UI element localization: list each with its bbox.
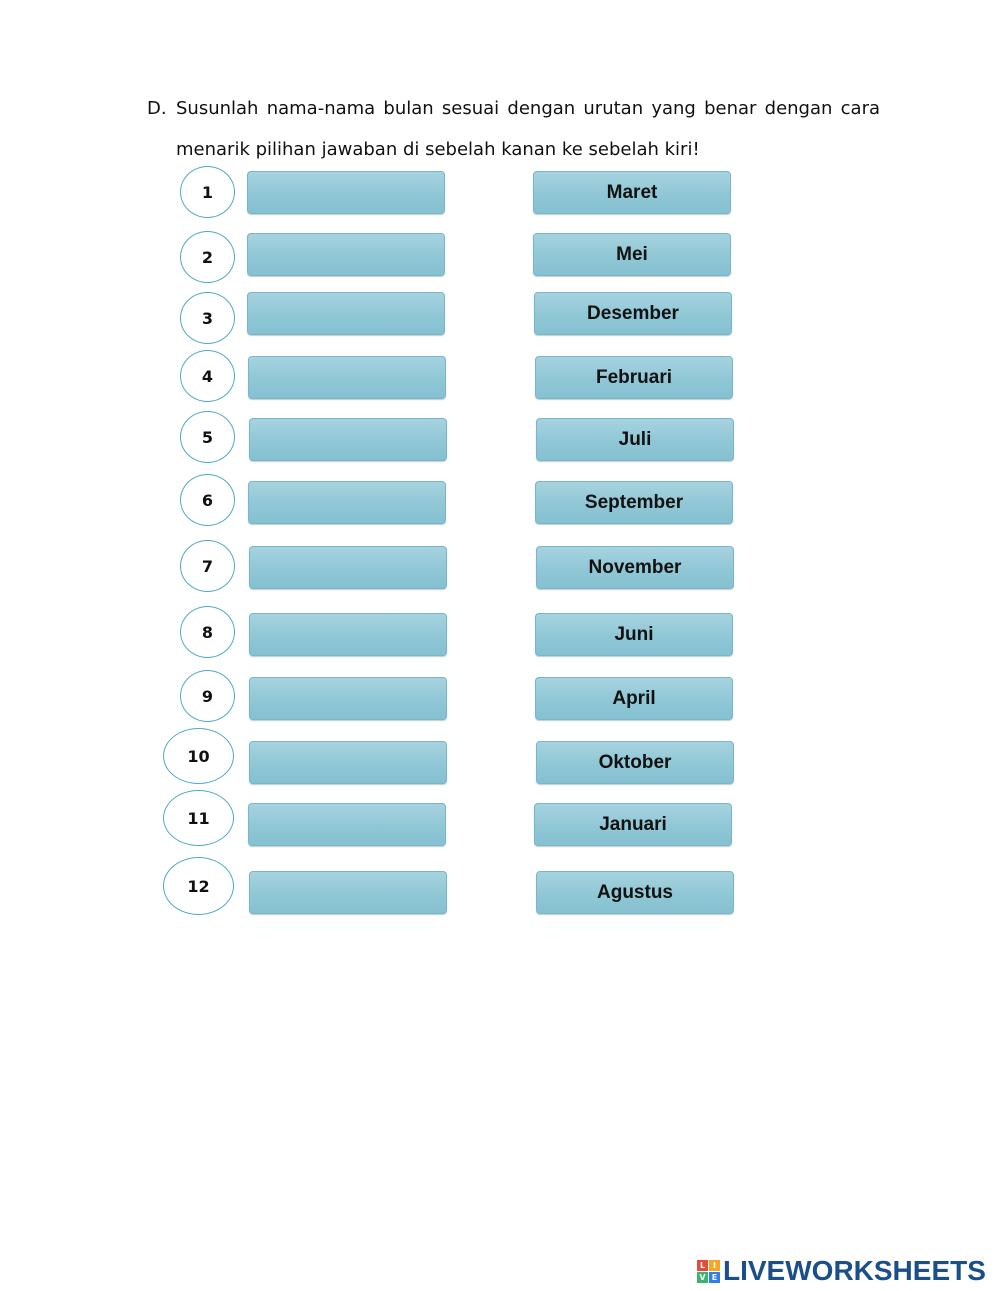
choice-oktober[interactable]: Oktober: [536, 741, 734, 784]
choice-juli[interactable]: Juli: [536, 418, 734, 461]
answer-slot-1[interactable]: [247, 171, 445, 214]
number-circle-12: 12: [163, 857, 234, 915]
logo-wordmark: LIVEWORKSHEETS: [723, 1255, 986, 1286]
answer-slot-5[interactable]: [249, 418, 447, 461]
answer-slot-10[interactable]: [249, 741, 447, 784]
logo-block: L: [697, 1260, 708, 1271]
answer-slot-6[interactable]: [248, 481, 446, 524]
instruction-line-1: Susunlah nama-nama bulan sesuai dengan urutan yang benar dengan cara: [176, 98, 880, 119]
choice-januari[interactable]: Januari: [534, 803, 732, 846]
logo-block: V: [697, 1272, 708, 1283]
choice-agustus[interactable]: Agustus: [536, 871, 734, 914]
choice-februari[interactable]: Februari: [535, 356, 733, 399]
instruction-line-2: menarik pilihan jawaban di sebelah kanan ke sebelah kiri!: [176, 139, 700, 160]
logo-blocks-icon: [697, 1260, 720, 1283]
choice-desember[interactable]: Desember: [534, 292, 732, 335]
question-label: D.: [147, 98, 167, 119]
choice-juni[interactable]: Juni: [535, 613, 733, 656]
number-circle-8: 8: [180, 606, 235, 658]
number-circle-6: 6: [180, 474, 235, 526]
answer-slot-3[interactable]: [247, 292, 445, 335]
number-circle-7: 7: [180, 540, 235, 592]
number-circle-1: 1: [180, 166, 235, 218]
choice-april[interactable]: April: [535, 677, 733, 720]
answer-slot-2[interactable]: [247, 233, 445, 276]
choice-maret[interactable]: Maret: [533, 171, 731, 214]
logo-block: E: [709, 1272, 720, 1283]
choice-mei[interactable]: Mei: [533, 233, 731, 276]
answer-slot-11[interactable]: [248, 803, 446, 846]
choice-november[interactable]: November: [536, 546, 734, 589]
number-circle-2: 2: [180, 231, 235, 283]
answer-slot-12[interactable]: [249, 871, 447, 914]
choice-september[interactable]: September: [535, 481, 733, 524]
liveworksheets-logo: [697, 1254, 986, 1288]
logo-block: I: [709, 1260, 720, 1271]
answer-slot-4[interactable]: [248, 356, 446, 399]
number-circle-11: 11: [163, 790, 234, 846]
answer-slot-9[interactable]: [249, 677, 447, 720]
answer-slot-7[interactable]: [249, 546, 447, 589]
number-circle-5: 5: [180, 411, 235, 463]
instruction: [147, 88, 880, 170]
number-circle-3: 3: [180, 292, 235, 344]
number-circle-10: 10: [163, 728, 234, 784]
number-circle-9: 9: [180, 670, 235, 722]
answer-slot-8[interactable]: [249, 613, 447, 656]
number-circle-4: 4: [180, 350, 235, 402]
